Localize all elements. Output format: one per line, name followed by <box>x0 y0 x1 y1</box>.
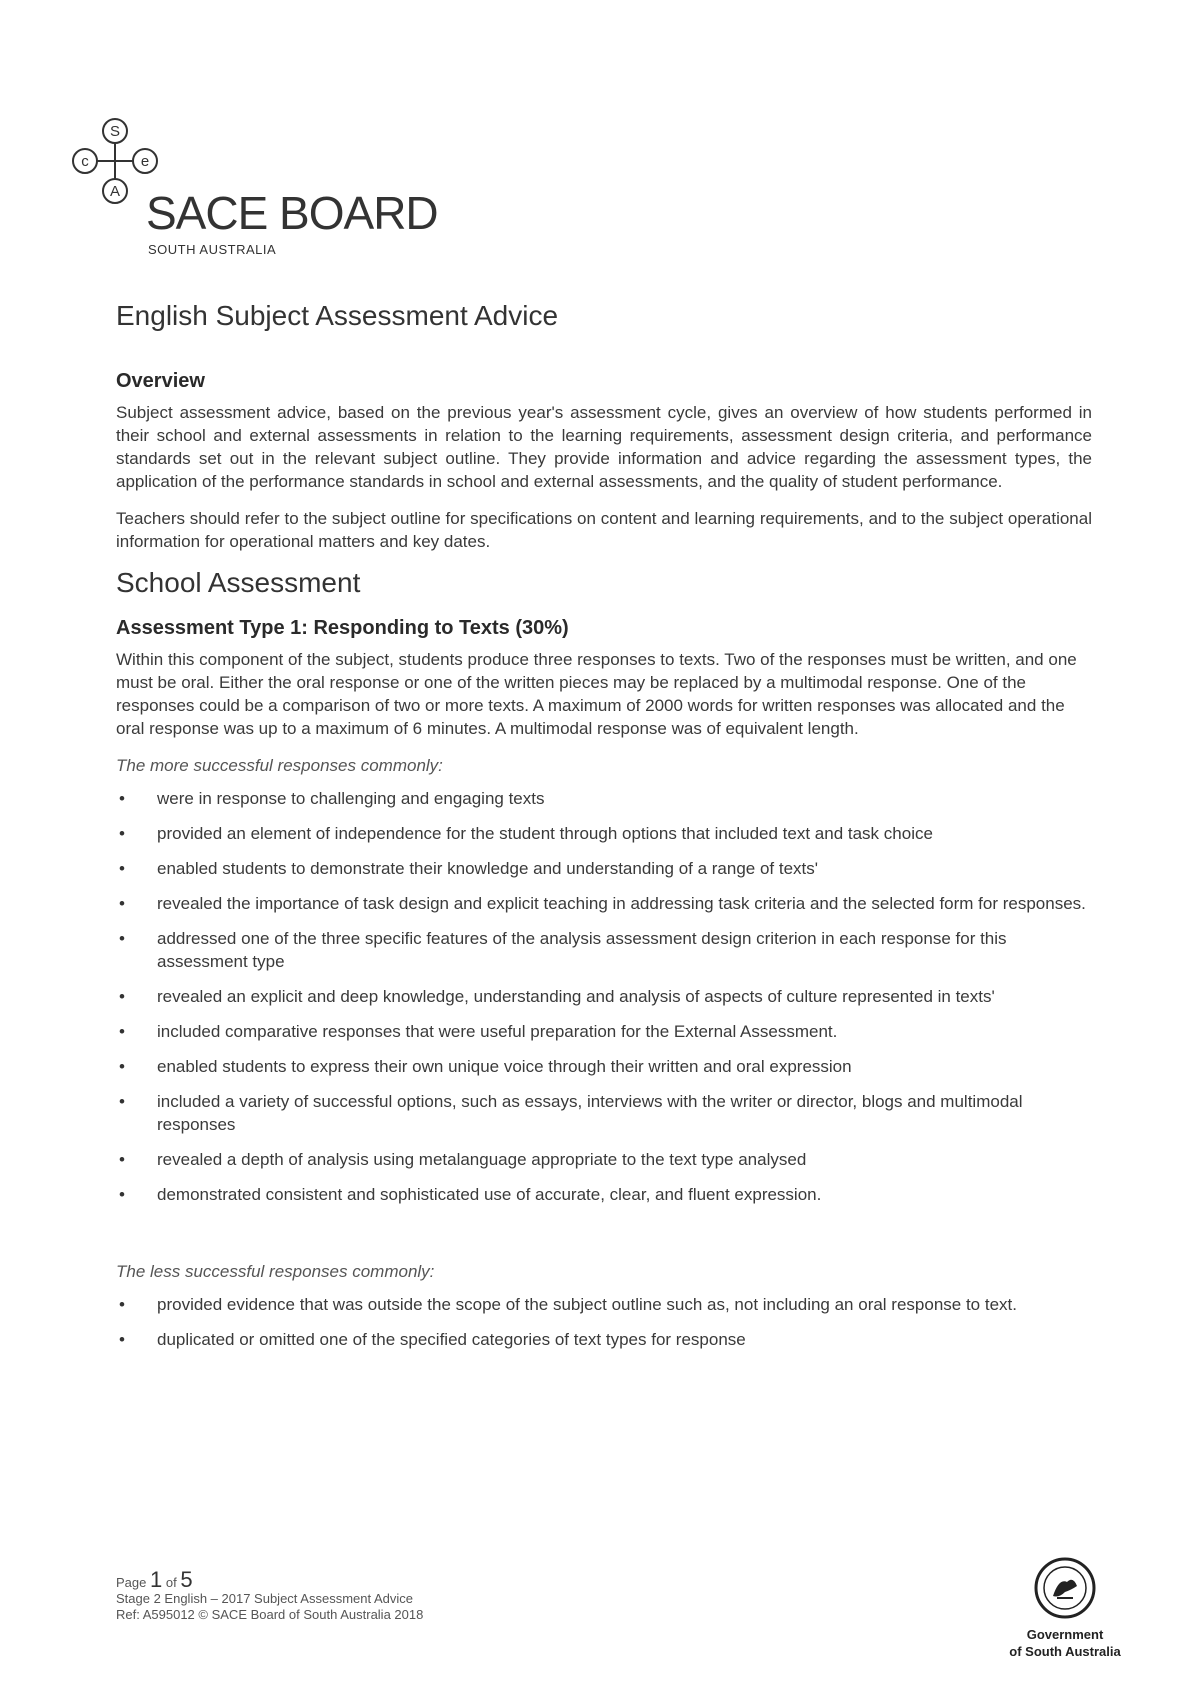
list-item: • addressed one of the three specific features of the analysis assessment design criterion in each response for this assessment type <box>116 927 1092 973</box>
less-successful-list <box>116 1293 1092 1351</box>
document-body <box>116 300 1092 1365</box>
list-item: • revealed the importance of task design and explicit teaching in addressing task criteria and the selected form for responses. <box>116 892 1092 915</box>
government-logo <box>1000 1556 1130 1659</box>
list-item: • enabled students to demonstrate their knowledge and understanding of a range of texts' <box>116 857 1092 880</box>
list-item: • were in response to challenging and engaging texts <box>116 787 1092 810</box>
overview-paragraph-1: Subject assessment advice, based on the previous year's assessment cycle, gives an overview of how students performed in their school and external assessments in relation to the learning requirements, assessment design criteria, and performance standards set out in the relevant subject outline. They provide information and advice regarding the assessment types, the application of the performance standards in school and external assessments, and the quality of student performance. <box>116 403 1092 491</box>
document-title: English Subject Assessment Advice <box>116 300 559 331</box>
government-crest-icon <box>1033 1556 1097 1620</box>
list-item: • demonstrated consistent and sophisticated use of accurate, clear, and fluent expression. <box>116 1183 1092 1206</box>
list-item: • revealed an explicit and deep knowledge, understanding and analysis of aspects of culture represented in texts' <box>116 985 1092 1008</box>
logo-subtitle: SOUTH AUSTRALIA <box>148 242 277 257</box>
logo-letter-c: c <box>81 153 89 170</box>
government-line-1: Government <box>1026 1627 1104 1642</box>
footer-reference: Ref: A595012 © SACE Board of South Australia 2018 <box>116 1607 424 1622</box>
logo-letter-e: e <box>140 153 150 170</box>
school-assessment-heading: School Assessment <box>116 567 361 598</box>
government-line-2: of South Australia <box>1009 1644 1121 1659</box>
footer-document-title: Stage 2 English – 2017 Subject Assessment Advice <box>116 1591 414 1606</box>
list-item: • included a variety of successful options, such as essays, interviews with the writer or director, blogs and multimodal responses <box>116 1090 1092 1136</box>
list-item: • revealed a depth of analysis using metalanguage appropriate to the text type analysed <box>116 1148 1092 1171</box>
list-item: • duplicated or omitted one of the specified categories of text types for response <box>116 1328 1092 1351</box>
list-item: • provided evidence that was outside the scope of the subject outline such as, not including an oral response to text. <box>116 1293 1092 1316</box>
sace-board-logo <box>70 115 450 260</box>
page-of: of <box>165 1575 177 1590</box>
more-successful-list <box>116 787 1092 1206</box>
overview-heading: Overview <box>116 370 205 392</box>
logo-letter-a: A <box>109 183 121 200</box>
list-item: • included comparative responses that were useful preparation for the External Assessment. <box>116 1020 1092 1043</box>
more-successful-lead: The more successful responses commonly: <box>116 756 443 775</box>
assessment-type-1-heading: Assessment Type 1: Responding to Texts (30%) <box>116 617 569 639</box>
assessment-type-1-intro: Within this component of the subject, students produce three responses to texts. Two of the responses must be written, and one must be oral. Either the oral response or one of the written pieces may be replaced by a multimodal response. One of the responses could be a comparison of two or more texts. A maximum of 2000 words for written responses was allocated and the oral response was up to a maximum of 6 minutes. A multimodal response was of equivalent length. <box>116 650 1077 738</box>
page-footer <box>116 1567 424 1623</box>
page-prefix: Page <box>116 1575 147 1590</box>
less-successful-lead: The less successful responses commonly: <box>116 1262 435 1281</box>
list-item: • provided an element of independence for the student through options that included text and task choice <box>116 822 1092 845</box>
page-total: 5 <box>180 1567 193 1592</box>
overview-paragraph-2: Teachers should refer to the subject outline for specifications on content and learning requirements, and to the subject operational information for operational matters and key dates. <box>116 509 1092 551</box>
logo-title: SACE BOARD <box>146 187 438 239</box>
section-spacer <box>116 1220 1092 1260</box>
page-number <box>116 1567 423 1592</box>
page-current: 1 <box>150 1567 163 1592</box>
logo-letter-s: S <box>109 123 121 140</box>
list-item: • enabled students to express their own unique voice through their written and oral expression <box>116 1055 1092 1078</box>
